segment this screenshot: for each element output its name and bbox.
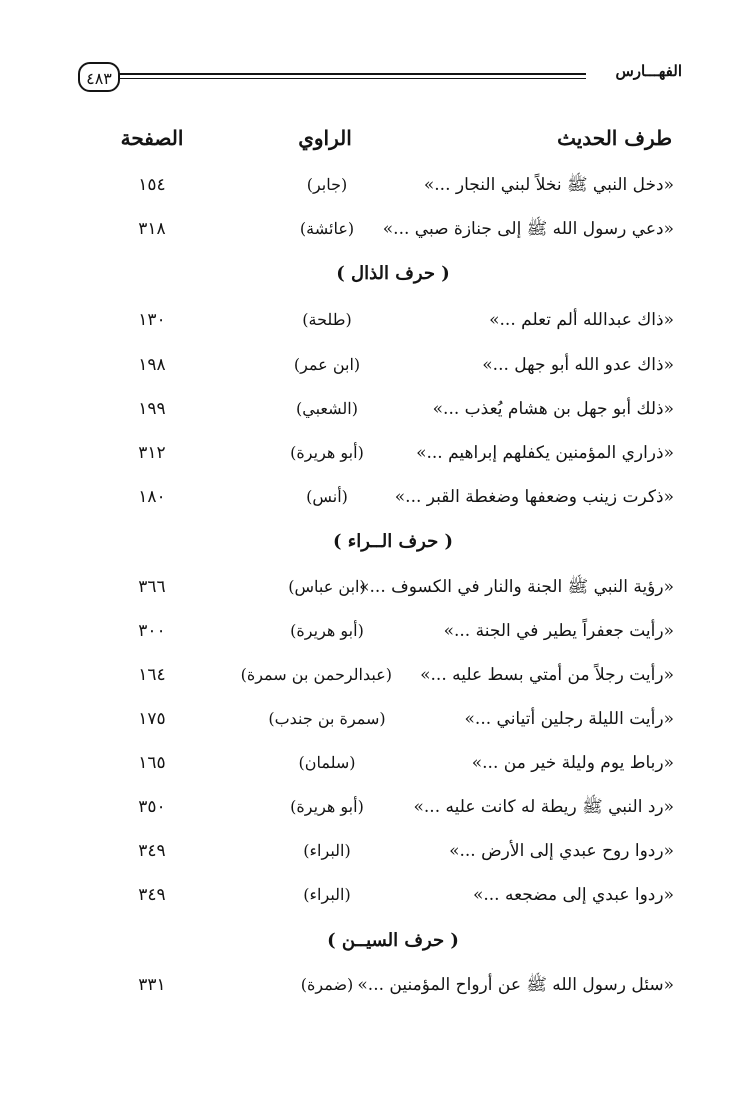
hadith-text: «ذكرت زينب وضعفها وضغطة القبر ...» (394, 487, 674, 507)
narrator-name: (البراء) (303, 841, 351, 860)
page-reference: ١٩٩ (138, 399, 166, 419)
section-heading-dhal: ( حرف الذال ) (336, 263, 450, 284)
index-row (112, 482, 674, 512)
narrator-name: (أنس) (306, 487, 348, 506)
narrator-name: (ضمرة) (300, 975, 354, 994)
narrator-name: (ابن عمر) (293, 355, 361, 374)
narrator-name: (سمرة بن جندب) (268, 709, 386, 728)
index-row (112, 305, 674, 335)
hadith-text: «رأيت الليلة رجلين أتياني ...» (464, 709, 674, 729)
hadith-text: «رؤية النبي ﷺ الجنة والنار في الكسوف ...» (359, 577, 674, 597)
page-reference: ١٦٥ (138, 753, 166, 773)
hadith-text: «ذلك أبو جهل بن هشام يُعذب ...» (432, 399, 674, 419)
index-row (112, 572, 674, 602)
section-heading-ra: ( حرف الــراء ) (333, 531, 453, 552)
narrator-name: (عبدالرحمن بن سمرة) (240, 665, 392, 684)
index-row (112, 214, 674, 244)
page-number: ٤٨٣ (78, 62, 120, 92)
hadith-text: «ردوا عبدي إلى مضجعه ...» (472, 885, 674, 905)
narrator-name: (البراء) (303, 885, 351, 904)
narrator-name: (أبو هريرة) (290, 797, 364, 816)
page-reference: ٣٦٦ (138, 577, 166, 597)
page-reference: ٣٤٩ (138, 885, 166, 905)
header-title: الفهـــارس (615, 62, 682, 80)
hadith-text: «ذاك عبدالله ألم تعلم ...» (489, 310, 674, 330)
narrator-name: (طلحة) (302, 310, 352, 329)
page-reference: ١٧٥ (138, 709, 166, 729)
narrator-name: (أبو هريرة) (290, 443, 364, 462)
section-heading-sin: ( حرف السيــن ) (327, 930, 459, 951)
index-row (112, 660, 674, 690)
index-row (112, 970, 674, 1000)
narrator-name: (الشعبي) (296, 399, 358, 418)
index-row (112, 792, 674, 822)
page-reference: ٣٥٠ (138, 797, 166, 817)
hadith-text: «دخل النبي ﷺ نخلاً لبني النجار ...» (423, 175, 674, 195)
page-reference: ١٨٠ (138, 487, 166, 507)
column-header-hadith: طرف الحديث (557, 126, 672, 150)
column-header-page: الصفحة (120, 126, 184, 150)
hadith-text: «ذراري المؤمنين يكفلهم إبراهيم ...» (416, 443, 674, 463)
column-headers (112, 126, 672, 156)
page-header (78, 62, 682, 98)
header-rule (118, 73, 586, 79)
index-row (112, 880, 674, 910)
narrator-name: (سلمان) (298, 753, 356, 772)
index-row (112, 836, 674, 866)
index-row (112, 704, 674, 734)
hadith-text: «ردوا روح عبدي إلى الأرض ...» (449, 841, 674, 861)
page-reference: ٣٠٠ (138, 621, 166, 641)
page-reference: ٣٤٩ (138, 841, 166, 861)
page-reference: ٣٣١ (138, 975, 166, 995)
index-row (112, 394, 674, 424)
index-row (112, 616, 674, 646)
hadith-text: «دعي رسول الله ﷺ إلى جنازة صبي ...» (382, 219, 674, 239)
page-reference: ١٥٤ (138, 175, 166, 195)
narrator-name: (ابن عباس) (288, 577, 366, 596)
page-reference: ٣١٨ (138, 219, 166, 239)
index-row (112, 170, 674, 200)
hadith-text: «رباط يوم وليلة خير من ...» (471, 753, 674, 773)
narrator-name: (عائشة) (299, 219, 355, 238)
narrator-name: (أبو هريرة) (290, 621, 364, 640)
page-reference: ١٦٤ (138, 665, 166, 685)
index-row (112, 748, 674, 778)
page-reference: ١٩٨ (138, 355, 166, 375)
index-row (112, 350, 674, 380)
hadith-text: «رأيت رجلاً من أمتي بسط عليه ...» (420, 665, 674, 685)
index-row (112, 438, 674, 468)
page-reference: ١٣٠ (138, 310, 166, 330)
narrator-name: (جابر) (306, 175, 348, 194)
hadith-text: «سئل رسول الله ﷺ عن أرواح المؤمنين ...» (357, 975, 674, 995)
page-reference: ٣١٢ (138, 443, 166, 463)
hadith-text: «رد النبي ﷺ ريطة له كانت عليه ...» (413, 797, 674, 817)
hadith-text: «رأيت جعفراً يطير في الجنة ...» (443, 621, 674, 641)
column-header-narrator: الراوي (298, 126, 352, 150)
hadith-text: «ذاك عدو الله أبو جهل ...» (482, 355, 674, 375)
